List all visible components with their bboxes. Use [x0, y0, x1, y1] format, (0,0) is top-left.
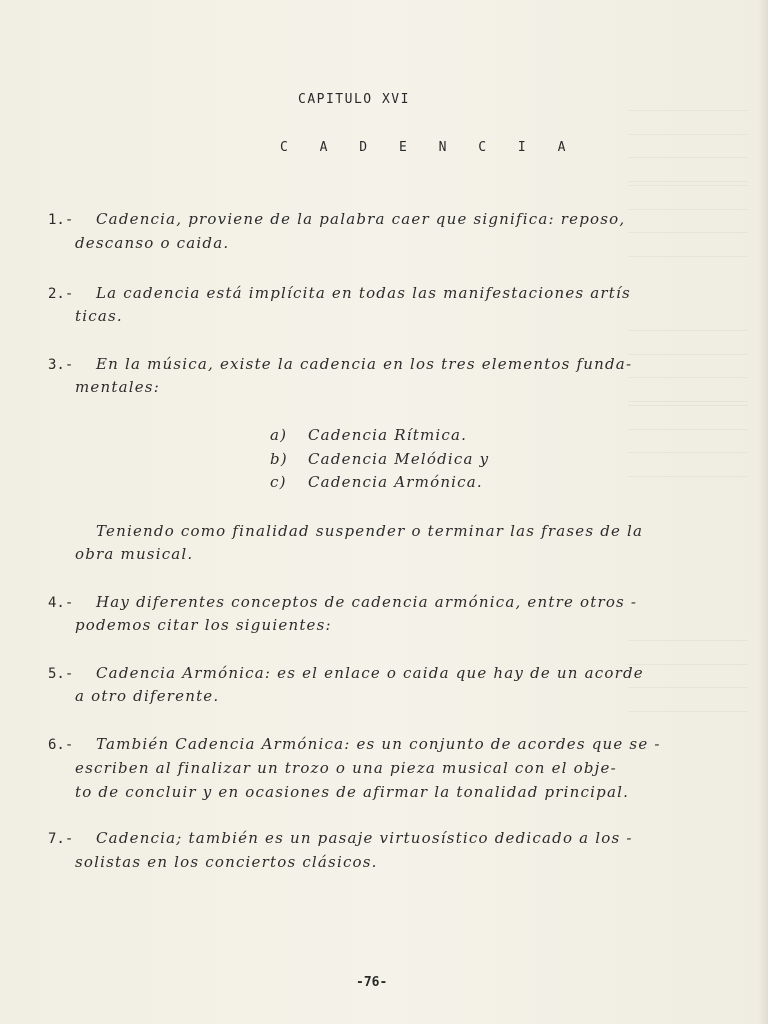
item-number: 6.-	[48, 737, 74, 753]
sublist-marker: a)	[270, 426, 288, 444]
page-title: C A D E N C I A	[280, 140, 578, 155]
item-number: 5.-	[48, 666, 74, 682]
item-line: La cadencia está implícita en todas las manifestaciones artís	[96, 284, 631, 302]
item-number: 3.-	[48, 357, 74, 373]
chapter-heading: CAPITULO XVI	[298, 92, 410, 107]
item-line: Cadencia Armónica: es el enlace o caida que hay de un acorde	[96, 664, 644, 682]
page-number: -76-	[356, 975, 388, 990]
bleed-through-staff	[628, 405, 748, 477]
item-line: mentales:	[75, 378, 160, 396]
page-edge-shadow	[758, 0, 768, 1024]
bleed-through-staff	[628, 330, 748, 402]
item-number: 4.-	[48, 595, 74, 611]
paragraph-line: obra musical.	[75, 545, 194, 563]
item-line: En la música, existe la cadencia en los tres elementos funda-	[96, 355, 633, 373]
sublist-text: Cadencia Rítmica.	[308, 426, 468, 444]
item-line: a otro diferente.	[75, 687, 220, 705]
sublist-marker: b)	[270, 450, 288, 468]
item-line: Cadencia; también es un pasaje virtuosístico dedicado a los -	[96, 829, 633, 847]
item-line: descanso o caida.	[75, 234, 230, 252]
bleed-through-staff	[628, 185, 748, 257]
item-line: solistas en los conciertos clásicos.	[75, 853, 378, 871]
item-line: podemos citar los siguientes:	[75, 616, 332, 634]
paragraph-line: Teniendo como finalidad suspender o terminar las frases de la	[96, 522, 644, 540]
item-number: 2.-	[48, 286, 74, 302]
item-line: escriben al finalizar un trozo o una pieza musical con el obje-	[75, 759, 617, 777]
sublist-text: Cadencia Armónica.	[308, 473, 483, 491]
item-line: to de concluir y en ocasiones de afirmar la tonalidad principal.	[75, 783, 630, 801]
bleed-through-staff	[628, 640, 748, 712]
item-number: 1.-	[48, 212, 74, 228]
sublist-text: Cadencia Melódica y	[308, 450, 490, 468]
item-line: ticas.	[75, 307, 123, 325]
item-number: 7.-	[48, 831, 74, 847]
sublist-marker: c)	[270, 473, 287, 491]
bleed-through-staff	[628, 110, 748, 182]
item-line: También Cadencia Armónica: es un conjunto de acordes que se -	[96, 735, 661, 753]
item-line: Hay diferentes conceptos de cadencia armónica, entre otros -	[96, 593, 638, 611]
item-line: Cadencia, proviene de la palabra caer que significa: reposo,	[96, 210, 626, 228]
